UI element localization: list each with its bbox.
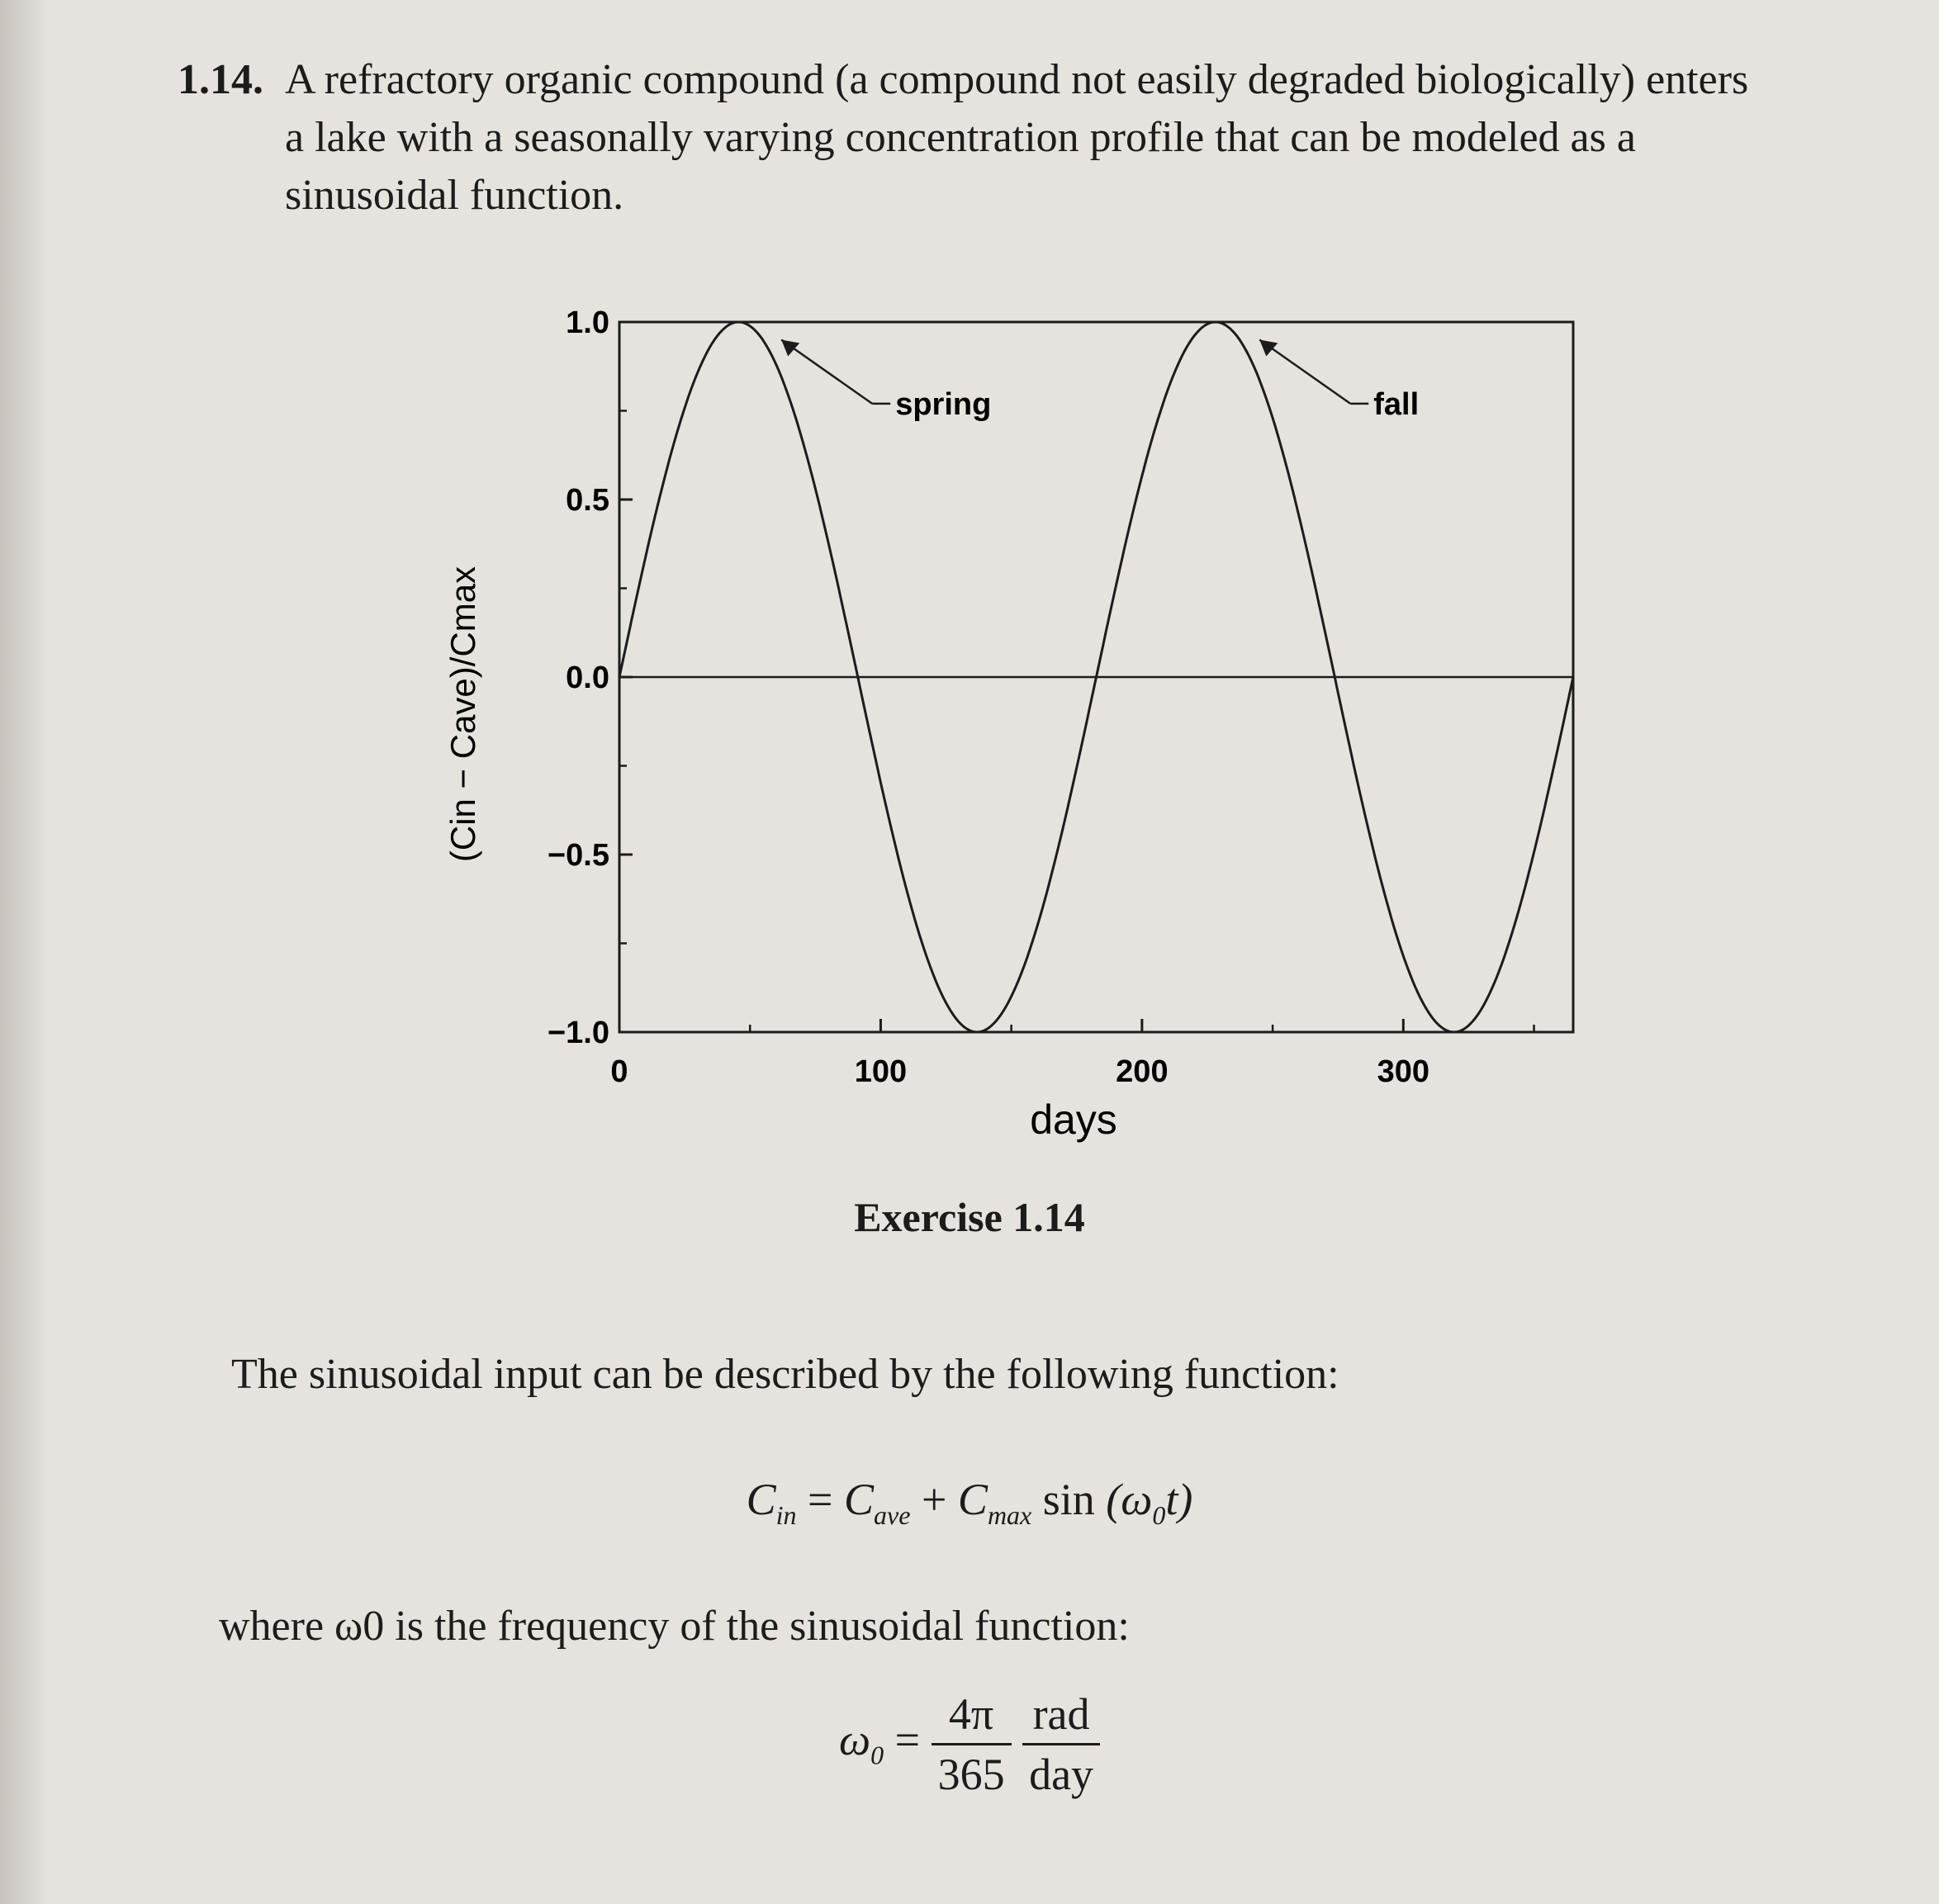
annotation-label: spring bbox=[895, 386, 992, 422]
problem-statement bbox=[178, 51, 1771, 225]
figure-caption: Exercise 1.14 bbox=[854, 1194, 1085, 1240]
annotation-arrowhead bbox=[781, 340, 799, 357]
sinusoid-chart bbox=[413, 281, 1652, 1148]
y-tick-label: −0.5 bbox=[547, 838, 609, 873]
x-tick-label: 200 bbox=[1116, 1054, 1169, 1089]
fraction-rad-day: $\frac{\text{rad}}{\text{day}}$ bbox=[1022, 1688, 1100, 1800]
annotation-pointer bbox=[781, 340, 872, 404]
paragraph-function-intro: The sinusoidal input can be described by the following function: bbox=[231, 1351, 1339, 1398]
equation-omega: $\omega_0$ = $\frac{4\pi}{365}$ $\frac{\text{rad}}{\text{day}}$ bbox=[0, 1688, 1939, 1800]
x-tick-label: 300 bbox=[1377, 1054, 1430, 1089]
fraction-4pi-365: $\frac{4\pi}{365}$ bbox=[932, 1688, 1012, 1800]
y-tick-label: −1.0 bbox=[547, 1016, 609, 1050]
y-tick-label: 1.0 bbox=[566, 305, 609, 340]
annotation-label: fall bbox=[1373, 386, 1420, 422]
problem-text: A refractory organic compound (a compound not easily degraded biologically) enters a lake with a seasonally varying concentration profile that can be modeled as a sinusoidal function. bbox=[285, 56, 1749, 219]
x-tick-label: 100 bbox=[854, 1054, 908, 1089]
paragraph-frequency-intro: where ω0 is the frequency of the sinusoidal function: bbox=[219, 1603, 1130, 1650]
problem-number: 1.14. bbox=[178, 56, 263, 103]
page-shadow bbox=[0, 0, 50, 1904]
y-axis-label: (Cin − Cave)/Cmax bbox=[443, 566, 482, 863]
x-axis-label: days bbox=[1030, 1096, 1117, 1143]
equation-cin: $C_{in} = C_{ave} + C_{max}$ $\sin (\omega_0t)$ bbox=[746, 1475, 1193, 1530]
x-tick-label: 0 bbox=[610, 1054, 628, 1089]
y-tick-label: 0.5 bbox=[566, 483, 609, 518]
annotation-pointer bbox=[1259, 340, 1350, 404]
y-tick-label: 0.0 bbox=[566, 661, 609, 695]
annotation-arrowhead bbox=[1259, 340, 1278, 357]
